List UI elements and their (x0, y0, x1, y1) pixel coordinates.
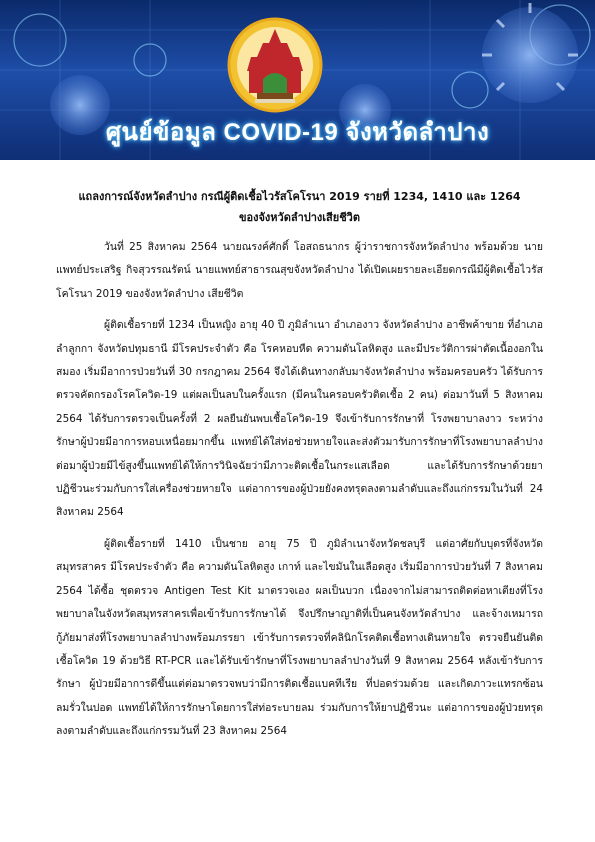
headline-line-1: แถลงการณ์จังหวัดลำปาง กรณีผู้ติดเชื้อไวรัสโคโรนา 2019 รายที่ 1234, 1410 และ 1264 (78, 190, 521, 203)
paragraph-case-1410: ผู้ติดเชื้อรายที่ 1410 เป็นชาย อายุ 75 ปี ภูมิลำเนาจังหวัดชลบุรี แต่อาศัยกับบุตรที่จังหวัดสมุทรสาคร มีโรคประจำตัว คือ ความดันโลหิตสูง เกาท์ และไขมันในเลือดสูง เริ่มมีอาการป่วยวันที่ 7 สิงหาคม 2564 ได้ซื้อ ชุดตรวจ Antigen Test Kit มาตรวจเอง ผลเป็นบวก เนื่องจากไม่สามารถติดต่อหาเตียงที่โรงพยาบาลในจังหวัดสมุทรสาครเพื่อเข้ารับการรักษาได้ จึงปรึกษาญาติที่เป็นคนจังหวัดลำปาง และจ้างเหมารถกู้ภัยมาส่งที่โรงพยาบาลลำปางพร้อมภรรยา เข้ารับการตรวจที่คลินิกโรคติดเชื้อทางเดินหายใจ ตรวจยืนยันติดเชื้อโควิด 19 ด้วยวิธี RT-PCR และได้รับเข้ารักษาที่โรงพยาบาลลำปางวันที่ 9 สิงหาคม 2564 หลังเข้ารับการรักษา ผู้ป่วยมีอาการดีขึ้นแต่ต่อมาตรวจพบว่ามีการติดเชื้อแบคทีเรีย ที่ปอดร่วมด้วย และเกิดภาวะแทรกซ้อน ลมรั่วในปอด แพทย์ได้ให้การรักษาโดยการใส่ท่อระบายลม ร่วมกับการให้ยาปฏิชีวนะ แต่อาการของผู้ป่วยทรุดลงตามลำดับและถึงแก่กรรมวันที่ 23 สิงหาคม 2564 (56, 537, 543, 738)
paragraph-intro: วันที่ 25 สิงหาคม 2564 นายณรงค์ศักดิ์ โอสถธนากร ผู้ว่าราชการจังหวัดลำปาง พร้อมด้วย นายแพทย์ประเสริฐ กิจสุวรรณรัตน์ นายแพทย์สาธารณสุขจังหวัดลำปาง ได้เปิดเผยรายละเอียดกรณีมีผู้ติดเชื้อไวรัสโคโรนา 2019 ของจังหวัดลำปาง เสียชีวิต (56, 241, 543, 300)
lampang-province-seal-icon (227, 17, 323, 113)
announcement-body (56, 186, 543, 752)
paragraph-case-1234: ผู้ติดเชื้อรายที่ 1234 เป็นหญิง อายุ 40 ปี ภูมิลำเนา อำเภองาว จังหวัดลำปาง อาชีพค้าขาย ที่อำเภอลำลูกกา จังหวัดปทุมธานี มีโรคประจำตัว คือ โรคหอบหืด ความดันโลหิตสูง และมีประวัติการผ่าตัดเนื้องอกในสมอง เริ่มมีอาการป่วยวันที่ 30 กรกฎาคม 2564 จึงได้เดินทางกลับมาจังหวัดลำปาง พร้อมครอบครัว ได้รับการตรวจคัดกรองโรคโควิด-19 แต่ผลเป็นลบในครั้งแรก (มีคนในครอบครัวติดเชื้อ 2 คน) ต่อมาวันที่ 5 สิงหาคม 2564 ได้รับการตรวจเป็นครั้งที่ 2 ผลยืนยันพบเชื้อโควิด-19 จึงเข้ารับการรักษาที่ โรงพยาบาลงาว ระหว่างรักษาผู้ป่วยมีอาการหอบเหนื่อยมากขึ้น แพทย์ได้ใส่ท่อช่วยหายใจและส่งตัวมารับการรักษาที่โรงพยาบาลลำปาง ต่อมาผู้ป่วยมีไข้สูงขึ้นแพทย์ได้ให้การวินิจฉัยว่ามีภาวะติดเชื้อในกระแสเลือด และได้รับการรักษาด้วยยาปฏิชีวนะร่วมกับการใส่เครื่องช่วยหายใจ แต่อาการของผู้ป่วยยังคงทรุดลงตามลำดับและถึงแก่กรรมในวันที่ 24 สิงหาคม 2564 (56, 319, 543, 519)
headline-line-2: ของจังหวัดลำปางเสียชีวิต (238, 211, 361, 224)
announcement-headline (56, 186, 543, 228)
banner-title: ศูนย์ข้อมูล COVID-19 จังหวัดลำปาง (105, 119, 490, 146)
header-banner (0, 0, 595, 160)
